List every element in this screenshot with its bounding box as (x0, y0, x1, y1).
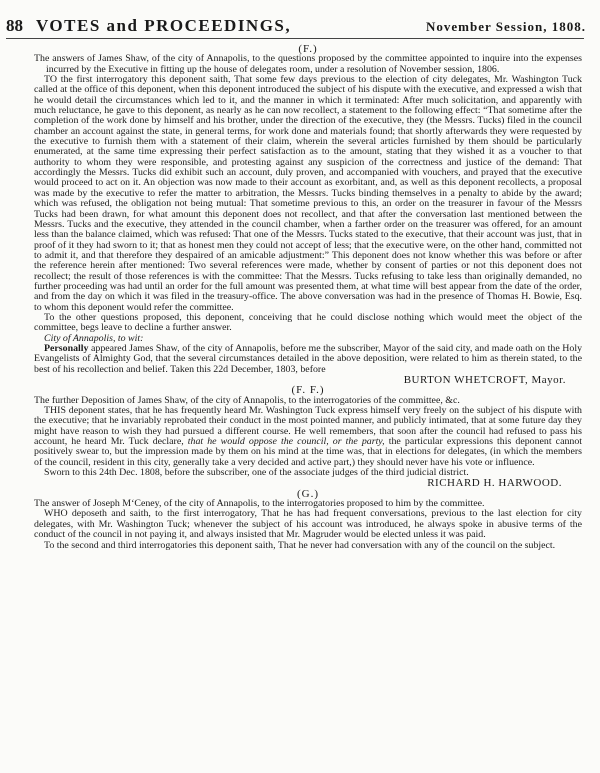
judge-signature: RICHARD H. HARWOOD. (427, 477, 562, 490)
document-body (34, 44, 582, 769)
jurat-text: appeared James Shaw, of the city of Annapolis, before me the subscriber, Mayor of the said city, and made oath on the Holy Evangelists of Almighty God, that the several circumstances detailed in the above deposition, were related to him as therein stated, to the best of his recollection and belief. Taken this 22d December, 1803, before (34, 342, 582, 375)
jurat-place: City of Annapolis, to wit: (44, 332, 144, 344)
section-ff-intro: The further Deposition of James Shaw, of the city of Annapolis, to the interrogatories of the committee, &c. (34, 394, 460, 406)
section-g-intro: The answer of Joseph M‘Ceney, of the city of Annapolis, to the interrogatories proposed to him by the committee. (34, 498, 485, 510)
section-ff-paragraph (34, 406, 582, 468)
running-title: VOTES and PROCEEDINGS, (36, 16, 292, 35)
header-rule (6, 38, 584, 39)
section-g-paragraph-2: To the second and third interrogatories this deponent saith, That he never had conversation with any of the council on the subject. (44, 539, 556, 551)
section-g-label: (G.) (296, 487, 320, 500)
section-f-intro: The answers of James Shaw, of the city of Annapolis, to the questions proposed by the committee appointed to inquire into the expenses incurred by the Executive in fitting up the house of delegates room, under a resolution of November session, 1806. (34, 53, 582, 75)
section-ff-text-b: the particular expressions this deponent cannot positively swear to, but the impression made by them on his mind at the time was, that in elections for delegates, (in which the members of the council, resident in this city, generally take a very decided and active part,) they should never have his vote or influence. (34, 436, 582, 468)
session-label: November Session, 1808. (426, 19, 586, 34)
jurat-lead-word: Personally (44, 342, 89, 354)
section-ff-sworn: Sworn to this 24th Dec. 1808, before the subscriber, one of the associate judges of the third judicial district. (44, 467, 469, 479)
section-g-paragraph-1: WHO deposeth and saith, to the first interrogatory, That he has had frequent conversations, previous to the last election for city delegates, with Mr. Washington Tuck; whenever the subject of his account was introduced, he always spoke in abusive terms of the conduct of the council in not paying it, and always insisted that Mr. Magruder would be elected unless it was paid. (34, 508, 582, 541)
section-ff-italic-quote: that he would oppose the council, or the party, (187, 436, 385, 448)
section-f-paragraph-1: TO the first interrogatory this deponent saith, That some few days previous to the election of city delegates, Mr. Washington Tuck called at the office of this deponent, when this deponent introduced the subject of his dispute with the executive, and expressed a wish that he would detail the circumstances which led to it, and the manner in which it terminated: After much solicitation, and apparently with much reluctance, he gave to this deponent, as nearly as he can now recollect, a statement to the following effect: “That sometime after the completion of the work done by himself and his brother, under the direction of the executive, they (the Messrs. Tucks) filed in the council chamber an account against the state, in general terms, for work done and materials found; that shortly afterwards they were requested by the executive to furnish them with a statement of their claim, wherein the several articles furnished by them should be particularly enumerated, at the same time expressing their perfect satisfaction as to the amount, stating that they wished it as a voucher to that authority to whom they were responsible, and protesting against any suspicion of the correctness and justice of the demand: That accordingly the Messrs. Tucks did exhibit such an account, duly proven, and accompanied with vouchers, and prayed that the executive would proceed to act on it. An objection was now made to their account as exorbitant, and, as well as this deponent recollects, a proposal was made by the executive to refer the matter to arbitration, the Messrs. Tucks binding themselves in a penalty to abide by the award; which was refused, the obligation not being mutual: That sometime previous to this, an order on the treasurer in favour of the Messrs Tucks had been drawn, for what amount this deponent does not recollect, and that after the conversation last mentioned between the Messrs. Tucks and the executive, they attended in the council chamber, when a farther order on the treasurer was offered, for an amount less than the balance claimed, which was refused: That one of the Messrs. Tucks stated to the executive, that their account was just, that in proof of it they had sworn to it; that as honest men they could not accept of less; that the executive were, on the other hand, committed not to admit it, and that therefore they despaired of an amicable adjustment:” This deponent does not know whether this was before or after the reference herein after mentioned: Two several references were made, whether by consent of parties or not this deponent does not recollect; the result of those references is with the committee: That the Messrs. Tucks refusing to take less than originally demanded, no further proceeding was had until an order for the full amount was presented them, at what time will best appear from the date of the order, and from the day on which it was filed in the treasury-office. The above conversation was had in the presence of Thomas H. Bowie, Esq. to whom this deponent would refer the committee. (34, 74, 582, 313)
jurat-paragraph (34, 344, 582, 375)
section-ff-label: (F. F.) (291, 384, 325, 397)
section-f-paragraph-2: To the other questions proposed, this deponent, conceiving that he could disclose nothing which would meet the object of the committee, begs leave to decline a further answer. (34, 311, 582, 334)
section-f-label: (F.) (298, 44, 318, 55)
mayor-signature: BURTON WHETCROFT, Mayor. (403, 374, 566, 386)
section-ff-text-a: THIS deponent states, that he has frequently heard Mr. Washington Tuck express himself very freely on the subject of his dispute with the executive; that he invariably reprobated their conduct in the most pointed manner, and publicly intimated, that at some future day they might have reason to wish they had pursued a different course. He well remembers, that soon after the council had refused to pass his account, he heard Mr. Tuck declare, (34, 405, 582, 448)
page-number: 88 (6, 16, 23, 35)
